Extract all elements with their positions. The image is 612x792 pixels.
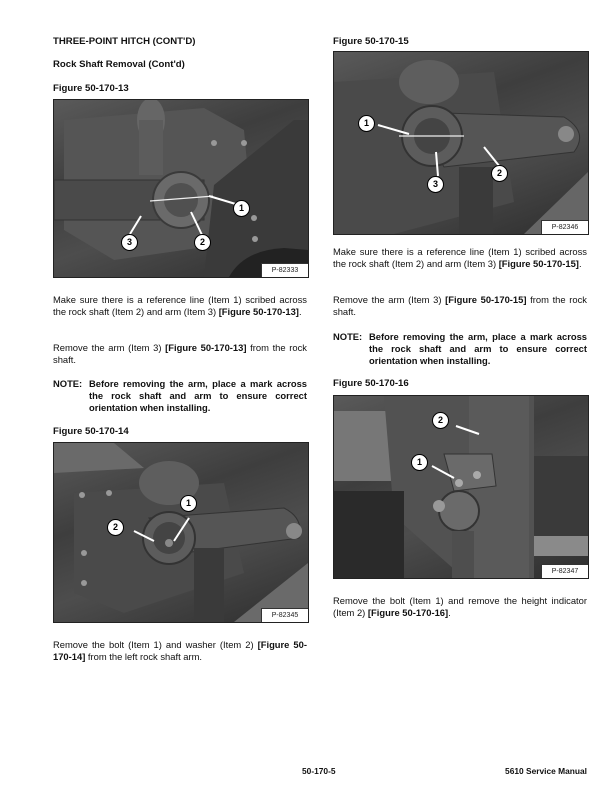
note-label: NOTE: [333,331,363,342]
paragraph-reference-line-15: Make sure there is a reference line (Item 1) scribed across the rock shaft (Item 2) and arm (Item 3) [Figure 50-170-15]. [333,246,587,269]
callout-1: 1 [233,200,250,217]
callout-2: 2 [432,412,449,429]
paragraph-remove-bolt-14: Remove the bolt (Item 1) and washer (Item 2) [Figure 50-170-14] from the left rock shaft arm. [53,639,307,662]
figure-ref[interactable]: [Figure 50-170-15] [445,294,527,305]
note-right [333,331,587,367]
figure-15-photo [333,51,589,235]
figure-ref[interactable]: [Figure 50-170-15] [498,258,579,269]
paragraph-remove-arm-15: Remove the arm (Item 3) [Figure 50-170-15] from the rock shaft. [333,294,587,317]
section-title: THREE-POINT HITCH (CONT'D) [53,36,196,47]
figure-ref[interactable]: [Figure 50-170-13] [165,342,247,353]
paragraph-remove-arm-13: Remove the arm (Item 3) [Figure 50-170-13] from the rock shaft. [53,342,307,365]
rock-shaft-arm-illustration [54,100,308,277]
callout-1: 1 [411,454,428,471]
figure-ref[interactable]: [Figure 50-170-13] [218,306,299,317]
figure-16-photo [333,395,589,579]
page-number: 50-170-5 [302,766,336,776]
callout-1: 1 [358,115,375,132]
left-rock-shaft-arm-illustration [54,443,308,622]
manual-title: 5610 Service Manual [505,766,587,776]
rock-shaft-arm-reference-line-illustration [334,52,588,234]
figure-ref[interactable]: [Figure 50-170-14] [53,639,307,662]
figure-13-photo [53,99,309,278]
callout-3: 3 [427,176,444,193]
photo-code: P-82347 [541,564,588,578]
callout-2: 2 [107,519,124,536]
figure-16-label: Figure 50-170-16 [333,378,409,389]
figure-14-label: Figure 50-170-14 [53,426,129,437]
paragraph-remove-height-indicator: Remove the bolt (Item 1) and remove the height indicator (Item 2) [Figure 50-170-16]. [333,595,587,618]
subsection-title: Rock Shaft Removal (Cont'd) [53,59,185,70]
callout-1: 1 [180,495,197,512]
photo-code: P-82333 [261,263,308,277]
callout-2: 2 [491,165,508,182]
height-indicator-illustration [334,396,588,578]
note-left [53,378,307,414]
paragraph-reference-line-13: Make sure there is a reference line (Item 1) scribed across the rock shaft (Item 2) and arm (Item 3) [Figure 50-170-13]. [53,294,307,317]
photo-code: P-82346 [541,220,588,234]
note-label: NOTE: [53,378,83,389]
photo-code: P-82345 [261,608,308,622]
callout-3: 3 [121,234,138,251]
figure-14-photo [53,442,309,623]
note-text: Before removing the arm, place a mark across the rock shaft and arm to ensure correct orientation when installing. [89,378,307,413]
figure-13-label: Figure 50-170-13 [53,83,129,94]
note-text: Before removing the arm, place a mark across the rock shaft and arm to ensure correct orientation when installing. [369,331,587,366]
figure-15-label: Figure 50-170-15 [333,36,409,47]
callout-2: 2 [194,234,211,251]
figure-ref[interactable]: [Figure 50-170-16] [367,607,449,618]
